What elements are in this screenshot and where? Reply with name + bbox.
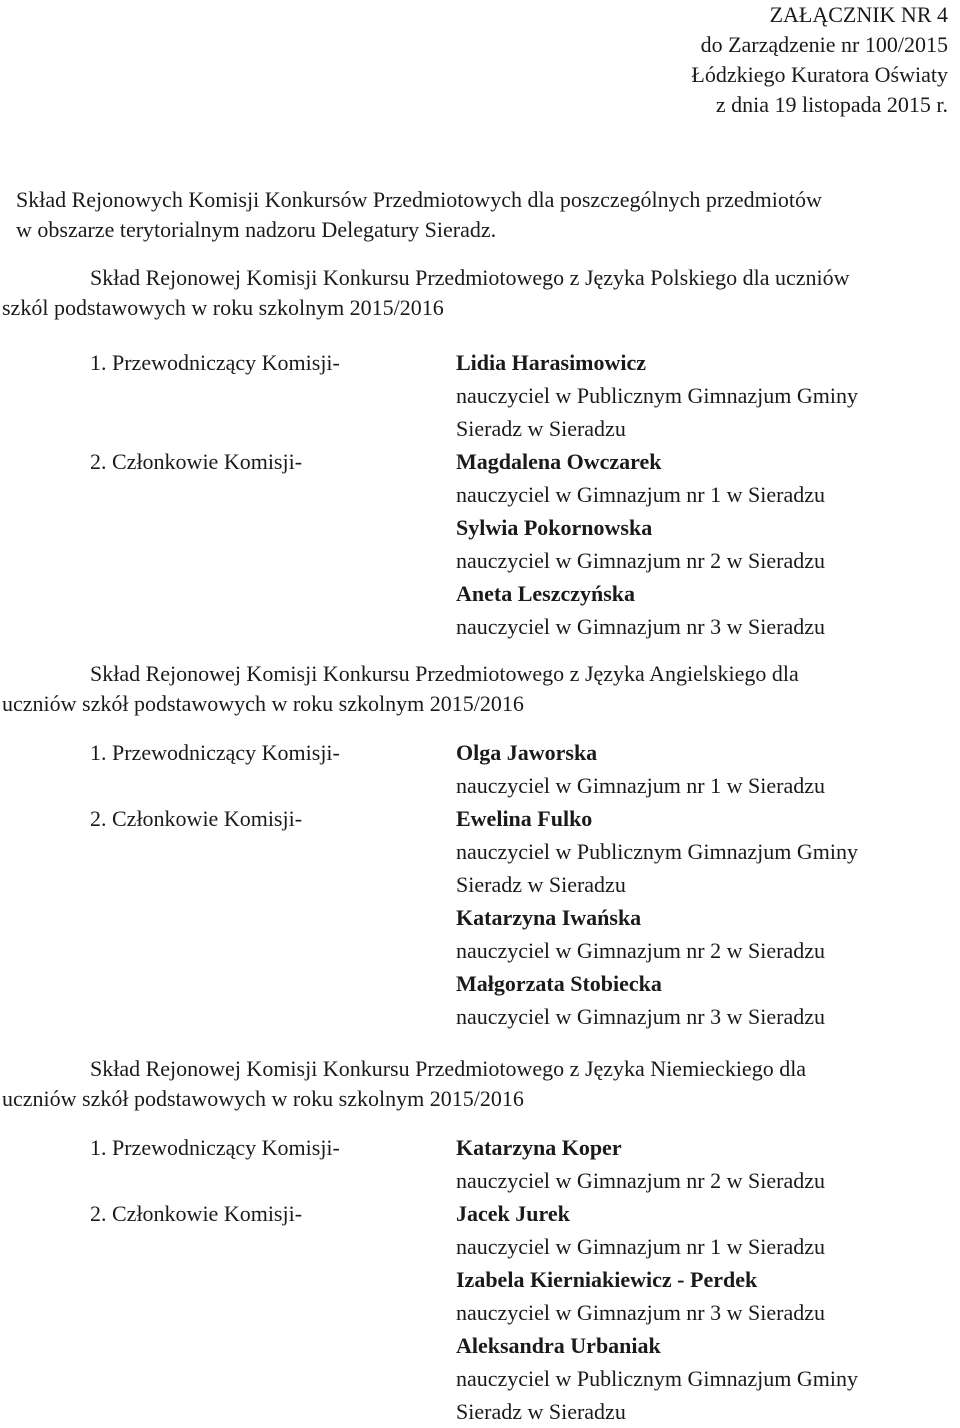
member-name: Magdalena Owczarek [456, 449, 662, 474]
section-title-line: Skład Rejonowej Komisji Konkursu Przedmiotowego z Języka Angielskiego dla [90, 661, 799, 686]
commission-german [0, 1054, 960, 1428]
section-title-line: uczniów szkół podstawowych w roku szkolnym 2015/2016 [2, 1086, 524, 1111]
member-row [0, 577, 960, 610]
section-title [0, 1054, 940, 1114]
member-name: Sylwia Pokornowska [456, 515, 653, 540]
member-description: nauczyciel w Gimnazjum nr 1 w Sieradzu [456, 1234, 825, 1259]
member-desc-row [0, 544, 960, 577]
section-title [0, 263, 940, 323]
header-line: Łódzkiego Kuratora Oświaty [691, 62, 948, 87]
member-name: Ewelina Fulko [456, 806, 593, 831]
chair-name: Katarzyna Koper [456, 1135, 622, 1160]
member-name: Małgorzata Stobiecka [456, 971, 662, 996]
member-row [0, 1197, 960, 1230]
header-line: z dnia 19 listopada 2015 r. [715, 92, 948, 117]
member-row [0, 445, 960, 478]
section-title-line: szkól podstawowych w roku szkolnym 2015/2016 [2, 295, 444, 320]
member-row [0, 1329, 960, 1362]
chair-description: nauczyciel w Gimnazjum nr 1 w Sieradzu [456, 773, 825, 798]
member-description: nauczyciel w Gimnazjum nr 1 w Sieradzu [456, 482, 825, 507]
member-description: nauczyciel w Publicznym Gimnazjum Gminy [456, 1366, 859, 1391]
member-name: Izabela Kierniakiewicz - Perdek [456, 1267, 758, 1292]
member-desc-row [0, 1230, 960, 1263]
section-title-line: Skład Rejonowej Komisji Konkursu Przedmiotowego z Języka Niemieckiego dla [90, 1056, 807, 1081]
intro-line: w obszarze terytorialnym nadzoru Delegatury Sieradz. [16, 217, 497, 242]
member-row [0, 901, 960, 934]
chair-description: nauczyciel w Gimnazjum nr 2 w Sieradzu [456, 1168, 825, 1193]
member-row [0, 802, 960, 835]
member-desc-row [0, 478, 960, 511]
chair-desc-row [0, 379, 960, 412]
chair-description: nauczyciel w Publicznym Gimnazjum Gminy [456, 383, 859, 408]
member-desc-row [0, 934, 960, 967]
section-title-line: Skład Rejonowej Komisji Konkursu Przedmiotowego z Języka Polskiego dla uczniów [90, 265, 850, 290]
member-desc-row [0, 1395, 960, 1428]
section-title [0, 659, 940, 719]
chair-label: 1. Przewodniczący Komisji- [90, 740, 340, 765]
member-desc-row [0, 868, 960, 901]
member-desc-row [0, 1000, 960, 1033]
member-description: nauczyciel w Gimnazjum nr 3 w Sieradzu [456, 1004, 825, 1029]
member-desc-row [0, 835, 960, 868]
commission-polish [0, 263, 960, 643]
member-description: nauczyciel w Publicznym Gimnazjum Gminy [456, 839, 859, 864]
chair-desc-row [0, 1164, 960, 1197]
header-line: ZAŁĄCZNIK NR 4 [769, 2, 948, 27]
member-description: nauczyciel w Gimnazjum nr 3 w Sieradzu [456, 614, 825, 639]
member-description: nauczyciel w Gimnazjum nr 2 w Sieradzu [456, 938, 825, 963]
chair-row [0, 736, 960, 769]
chair-name: Lidia Harasimowicz [456, 350, 647, 375]
intro-line: Skład Rejonowych Komisji Konkursów Przedmiotowych dla poszczególnych przedmiotów [16, 187, 822, 212]
member-name: Aleksandra Urbaniak [456, 1333, 661, 1358]
chair-row [0, 346, 960, 379]
header-line: do Zarządzenie nr 100/2015 [700, 32, 948, 57]
members-label: 2. Członkowie Komisji- [90, 1201, 303, 1226]
chair-label: 1. Przewodniczący Komisji- [90, 1135, 340, 1160]
chair-desc-row [0, 412, 960, 445]
chair-name: Olga Jaworska [456, 740, 598, 765]
member-desc-row [0, 1362, 960, 1395]
member-description: Sieradz w Sieradzu [456, 1399, 626, 1424]
member-desc-row [0, 610, 960, 643]
attachment-header [691, 0, 948, 120]
chair-label: 1. Przewodniczący Komisji- [90, 350, 340, 375]
members-label: 2. Członkowie Komisji- [90, 806, 303, 831]
commission-english [0, 659, 960, 1033]
member-row [0, 1263, 960, 1296]
chair-desc-row [0, 769, 960, 802]
section-title-line: uczniów szkół podstawowych w roku szkolnym 2015/2016 [2, 691, 524, 716]
member-desc-row [0, 1296, 960, 1329]
member-row [0, 967, 960, 1000]
member-description: nauczyciel w Gimnazjum nr 3 w Sieradzu [456, 1300, 825, 1325]
member-name: Aneta Leszczyńska [456, 581, 636, 606]
intro-paragraph [16, 185, 956, 245]
member-description: nauczyciel w Gimnazjum nr 2 w Sieradzu [456, 548, 825, 573]
members-label: 2. Członkowie Komisji- [90, 449, 303, 474]
member-description: Sieradz w Sieradzu [456, 872, 626, 897]
member-name: Jacek Jurek [456, 1201, 570, 1226]
chair-row [0, 1131, 960, 1164]
member-name: Katarzyna Iwańska [456, 905, 642, 930]
member-row [0, 511, 960, 544]
chair-description: Sieradz w Sieradzu [456, 416, 626, 441]
